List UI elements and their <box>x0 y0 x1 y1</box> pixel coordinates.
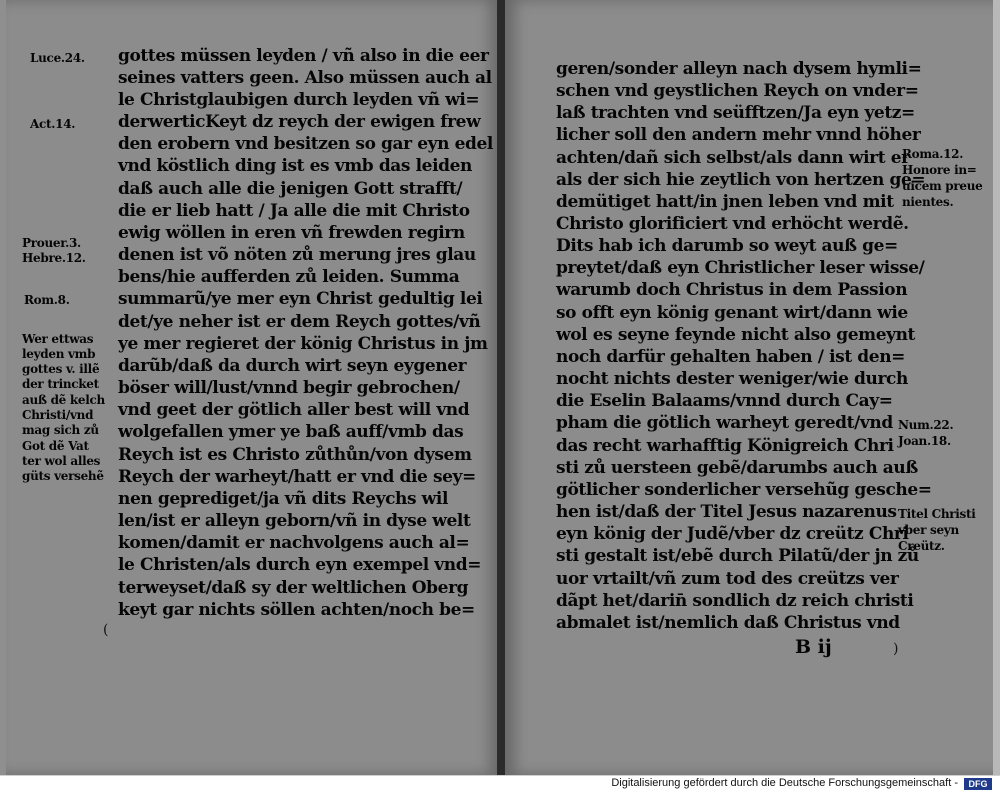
text-line: gottes müssen leyden / vñ also in die eer <box>118 46 489 66</box>
margin-note: der trincket <box>22 377 99 391</box>
margin-note: Wer ettwas <box>22 332 94 346</box>
text-line: das recht warhafftig Königreich Chri <box>556 436 894 456</box>
margin-note-ref: Prouer.3. <box>22 236 81 250</box>
book-gutter <box>497 0 505 775</box>
text-line: komen/damit er nachvolgens auch al= <box>118 533 470 553</box>
text-line: pham die götlich warheyt geredt/vnd <box>556 413 893 433</box>
text-line: summarũ/ye mer eyn Christ gedultig lei <box>118 289 483 309</box>
text-line: achten/dañ sich selbst/als dann wirt er <box>556 148 910 168</box>
margin-note: gottes v. illẽ <box>22 362 100 376</box>
text-line: det/ye neher ist er dem Reych gottes/vñ <box>118 312 481 332</box>
text-line: keyt gar nichts söllen achten/noch be= <box>118 600 475 620</box>
text-line: Christo glorificiert vnd erhöcht werdẽ. <box>556 214 909 234</box>
margin-note: güts versehẽ <box>22 469 104 483</box>
text-line: sti zů uersteen gebẽ/darumbs auch auß <box>556 458 918 478</box>
text-line: len/ist er alleyn geborn/vñ in dyse welt <box>118 511 471 531</box>
margin-note: vber seyn <box>898 523 959 537</box>
text-line: Dits hab ich darumb so weyt auß ge= <box>556 236 898 256</box>
text-line: geren/sonder alleyn nach dysem hymli= <box>556 59 922 79</box>
margin-note-ref: Joan.18. <box>898 434 951 448</box>
margin-note: ter wol alles <box>22 454 101 468</box>
text-line: Reych der warheyt/hatt er vnd die sey= <box>118 467 476 487</box>
footer-bar <box>0 775 1000 793</box>
margin-note-ref: Hebre.12. <box>22 251 86 265</box>
text-line: vnd geet der götlich aller best will vnd <box>118 400 470 420</box>
margin-note: Honore in= <box>902 163 977 177</box>
text-line: derwerticKeyt dz reych der ewigen frew <box>118 112 481 132</box>
text-line: terweyset/daß sy der weltlichen Oberg <box>118 578 469 598</box>
stray-mark: ) <box>893 641 899 657</box>
text-line: warumb doch Christus in dem Passion <box>556 280 908 300</box>
text-line: denen ist võ nöten zů merung jres glau <box>118 245 476 265</box>
text-line: so offt eyn könig genant wirt/dann wie <box>556 303 908 323</box>
text-line: die Eselin Balaams/vnnd durch Cay= <box>556 391 893 411</box>
text-line: laß trachten vnd seüfftzen/Ja eyn yetz= <box>556 103 915 123</box>
text-line: noch darfür gehalten haben / ist den= <box>556 347 906 367</box>
signature-mark: B ij <box>795 636 832 658</box>
text-line: le Christen/als durch eyn exempel vnd= <box>118 555 482 575</box>
dfg-logo[interactable]: DFG <box>964 778 992 790</box>
text-line: wol es seyne feynde nicht also gemeynt <box>556 325 915 345</box>
text-line: götlicher sonderlicher versehũg gesche= <box>556 480 932 500</box>
stray-mark: ( <box>103 622 109 638</box>
text-line: dãpt het/darin̄ sondlich dz reich christi <box>556 591 914 611</box>
text-line: wolgefallen ymer ye baß auff/vmb das <box>118 422 464 442</box>
text-line: seines vatters geen. Also müssen auch al <box>118 68 492 88</box>
text-line: ewig wöllen in eren vñ frewden regirn <box>118 223 465 243</box>
margin-note-ref: Rom.8. <box>24 293 70 307</box>
text-line: preytet/daß eyn Christlicher leser wisse/ <box>556 258 925 278</box>
text-line: licher soll den andern mehr vnnd höher <box>556 125 921 145</box>
margin-note: auß dẽ kelch <box>22 393 105 407</box>
margin-note-ref: Luce.24. <box>30 51 85 65</box>
text-line: eyn könig der Judẽ/vber dz creütz Chri <box>556 524 909 544</box>
text-line: darũb/daß da durch wirt seyn eygener <box>118 356 467 376</box>
text-line: nen geprediget/ja vñ dits Reychs wil <box>118 489 449 509</box>
margin-note: nientes. <box>902 195 954 209</box>
margin-note: Creütz. <box>898 539 945 553</box>
page-edge <box>993 0 1000 775</box>
margin-note-ref: Act.14. <box>30 117 76 131</box>
funding-credit: Digitalisierung gefördert durch die Deutsche Forschungsgemeinschaft - <box>611 777 958 789</box>
margin-note: Got dẽ Vat <box>22 439 89 453</box>
text-line: Reych ist es Christo zůthůn/von dysem <box>118 445 472 465</box>
text-line: demütiget hatt/in jnen leben vnd mit <box>556 192 894 212</box>
text-line: le Christglaubigen durch leyden vñ wi= <box>118 90 480 110</box>
text-line: vnd köstlich ding ist es vmb das leiden <box>118 156 473 176</box>
text-line: sti gestalt ist/ebẽ durch Pilatũ/der jn zů <box>556 546 919 566</box>
text-line: die er lieb hatt / Ja alle die mit Christo <box>118 201 470 221</box>
text-line: als der sich hie zeytlich von hertzen ge= <box>556 170 926 190</box>
margin-note-ref: Num.22. <box>898 418 954 432</box>
text-line: böser will/lust/vnnd begir gebrochen/ <box>118 378 460 398</box>
margin-note: Titel Christi <box>898 507 976 521</box>
text-line: abmalet ist/nemlich daß Christus vnd <box>556 613 900 633</box>
margin-note: uicem preue <box>902 179 983 193</box>
margin-note-ref: Roma.12. <box>902 147 964 161</box>
margin-note: mag sich zů <box>22 423 99 437</box>
margin-note: Christi/vnd <box>22 408 94 422</box>
text-line: hen ist/daß der Titel Jesus nazarenus <box>556 502 897 522</box>
text-line: uor vrtailt/vñ zum tod des creützs ver <box>556 569 899 589</box>
margin-note: leyden vmb <box>22 347 96 361</box>
text-line: schen vnd geystlichen Reych on vnder= <box>556 81 919 101</box>
text-line: ye mer regieret der könig Christus in jm <box>118 334 488 354</box>
text-line: nocht nichts dester weniger/wie durch <box>556 369 908 389</box>
text-line: daß auch alle die jenigen Gott strafft/ <box>118 179 463 199</box>
text-line: bens/hie aufferden zů leiden. Summa <box>118 267 460 287</box>
text-line: den erobern vnd besitzen so gar eyn edel <box>118 134 493 154</box>
